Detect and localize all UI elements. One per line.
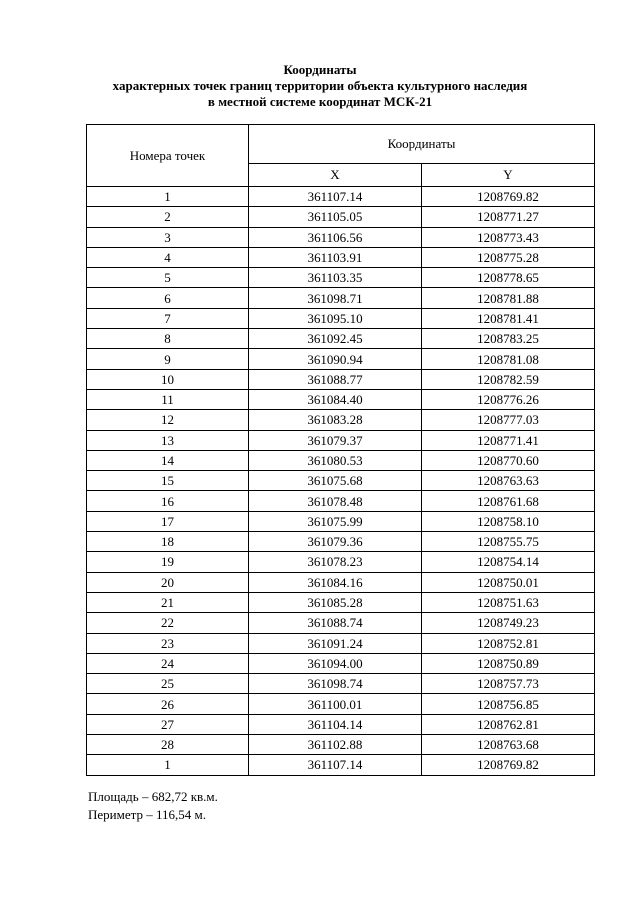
point-number-cell: 9	[87, 349, 249, 369]
y-cell: 1208770.60	[422, 450, 595, 470]
x-cell: 361098.71	[249, 288, 422, 308]
point-number-cell: 27	[87, 714, 249, 734]
table-row	[87, 349, 595, 369]
y-cell: 1208778.65	[422, 268, 595, 288]
x-cell: 361104.14	[249, 714, 422, 734]
y-cell: 1208769.82	[422, 755, 595, 775]
y-cell: 1208751.63	[422, 592, 595, 612]
point-number-cell: 18	[87, 532, 249, 552]
title-line-1: Координаты	[283, 62, 357, 77]
table-row	[87, 755, 595, 775]
point-number-cell: 8	[87, 329, 249, 349]
table-row	[87, 410, 595, 430]
y-cell: 1208754.14	[422, 552, 595, 572]
x-cell: 361091.24	[249, 633, 422, 653]
table-row	[87, 552, 595, 572]
y-cell: 1208761.68	[422, 491, 595, 511]
point-number-cell: 1	[87, 755, 249, 775]
point-number-cell: 14	[87, 450, 249, 470]
point-number-cell: 13	[87, 430, 249, 450]
table-row	[87, 592, 595, 612]
y-cell: 1208763.63	[422, 471, 595, 491]
point-number-cell: 3	[87, 227, 249, 247]
y-cell: 1208781.41	[422, 308, 595, 328]
y-cell: 1208755.75	[422, 532, 595, 552]
table-row	[87, 247, 595, 267]
y-cell: 1208776.26	[422, 389, 595, 409]
table-row	[87, 308, 595, 328]
header-coordinates: Координаты	[249, 125, 595, 164]
x-cell: 361088.77	[249, 369, 422, 389]
point-number-cell: 7	[87, 308, 249, 328]
table-row	[87, 450, 595, 470]
y-cell: 1208771.41	[422, 430, 595, 450]
point-number-cell: 5	[87, 268, 249, 288]
y-cell: 1208750.01	[422, 572, 595, 592]
coordinates-table	[86, 124, 595, 776]
x-cell: 361098.74	[249, 674, 422, 694]
table-row	[87, 532, 595, 552]
x-cell: 361095.10	[249, 308, 422, 328]
y-cell: 1208750.89	[422, 653, 595, 673]
point-number-cell: 10	[87, 369, 249, 389]
point-number-cell: 24	[87, 653, 249, 673]
y-cell: 1208773.43	[422, 227, 595, 247]
point-number-cell: 21	[87, 592, 249, 612]
x-cell: 361085.28	[249, 592, 422, 612]
x-cell: 361094.00	[249, 653, 422, 673]
header-y: Y	[422, 164, 595, 187]
table-row	[87, 511, 595, 531]
x-cell: 361100.01	[249, 694, 422, 714]
x-cell: 361105.05	[249, 207, 422, 227]
y-cell: 1208752.81	[422, 633, 595, 653]
point-number-cell: 25	[87, 674, 249, 694]
point-number-cell: 17	[87, 511, 249, 531]
y-cell: 1208771.27	[422, 207, 595, 227]
table-row	[87, 369, 595, 389]
x-cell: 361102.88	[249, 735, 422, 755]
y-cell: 1208782.59	[422, 369, 595, 389]
point-number-cell: 16	[87, 491, 249, 511]
table-row	[87, 430, 595, 450]
y-cell: 1208757.73	[422, 674, 595, 694]
table-row	[87, 735, 595, 755]
point-number-cell: 12	[87, 410, 249, 430]
y-cell: 1208762.81	[422, 714, 595, 734]
title-line-2: характерных точек границ территории объекта культурного наследия	[112, 78, 528, 93]
table-row	[87, 329, 595, 349]
point-number-cell: 23	[87, 633, 249, 653]
y-cell: 1208763.68	[422, 735, 595, 755]
table-row	[87, 288, 595, 308]
header-point-numbers: Номера точек	[87, 125, 249, 187]
x-cell: 361078.48	[249, 491, 422, 511]
x-cell: 361079.36	[249, 532, 422, 552]
point-number-cell: 4	[87, 247, 249, 267]
point-number-cell: 28	[87, 735, 249, 755]
table-row	[87, 207, 595, 227]
x-cell: 361083.28	[249, 410, 422, 430]
x-cell: 361103.35	[249, 268, 422, 288]
table-row	[87, 389, 595, 409]
table-row	[87, 491, 595, 511]
table-body	[87, 187, 595, 776]
y-cell: 1208758.10	[422, 511, 595, 531]
x-cell: 361090.94	[249, 349, 422, 369]
x-cell: 361080.53	[249, 450, 422, 470]
x-cell: 361075.68	[249, 471, 422, 491]
table-row	[87, 187, 595, 207]
x-cell: 361092.45	[249, 329, 422, 349]
table-row	[87, 653, 595, 673]
y-cell: 1208769.82	[422, 187, 595, 207]
x-cell: 361079.37	[249, 430, 422, 450]
point-number-cell: 1	[87, 187, 249, 207]
x-cell: 361088.74	[249, 613, 422, 633]
table-row	[87, 613, 595, 633]
point-number-cell: 20	[87, 572, 249, 592]
table-row	[87, 714, 595, 734]
summary	[88, 788, 218, 824]
point-number-cell: 11	[87, 389, 249, 409]
point-number-cell: 2	[87, 207, 249, 227]
x-cell: 361107.14	[249, 755, 422, 775]
table-row	[87, 694, 595, 714]
table-row	[87, 572, 595, 592]
table-row	[87, 674, 595, 694]
x-cell: 361084.40	[249, 389, 422, 409]
document-title	[0, 62, 640, 110]
point-number-cell: 26	[87, 694, 249, 714]
table-row	[87, 227, 595, 247]
table-row	[87, 633, 595, 653]
y-cell: 1208777.03	[422, 410, 595, 430]
x-cell: 361103.91	[249, 247, 422, 267]
y-cell: 1208775.28	[422, 247, 595, 267]
y-cell: 1208749.23	[422, 613, 595, 633]
x-cell: 361106.56	[249, 227, 422, 247]
table-row	[87, 268, 595, 288]
y-cell: 1208783.25	[422, 329, 595, 349]
area-text: Площадь – 682,72 кв.м.	[88, 789, 218, 804]
x-cell: 361084.16	[249, 572, 422, 592]
header-x: X	[249, 164, 422, 187]
table-row	[87, 471, 595, 491]
y-cell: 1208756.85	[422, 694, 595, 714]
point-number-cell: 6	[87, 288, 249, 308]
point-number-cell: 22	[87, 613, 249, 633]
x-cell: 361075.99	[249, 511, 422, 531]
y-cell: 1208781.88	[422, 288, 595, 308]
title-line-3: в местной системе координат МСК-21	[207, 94, 433, 109]
perimeter-text: Периметр – 116,54 м.	[88, 807, 206, 822]
point-number-cell: 19	[87, 552, 249, 572]
y-cell: 1208781.08	[422, 349, 595, 369]
point-number-cell: 15	[87, 471, 249, 491]
x-cell: 361107.14	[249, 187, 422, 207]
x-cell: 361078.23	[249, 552, 422, 572]
